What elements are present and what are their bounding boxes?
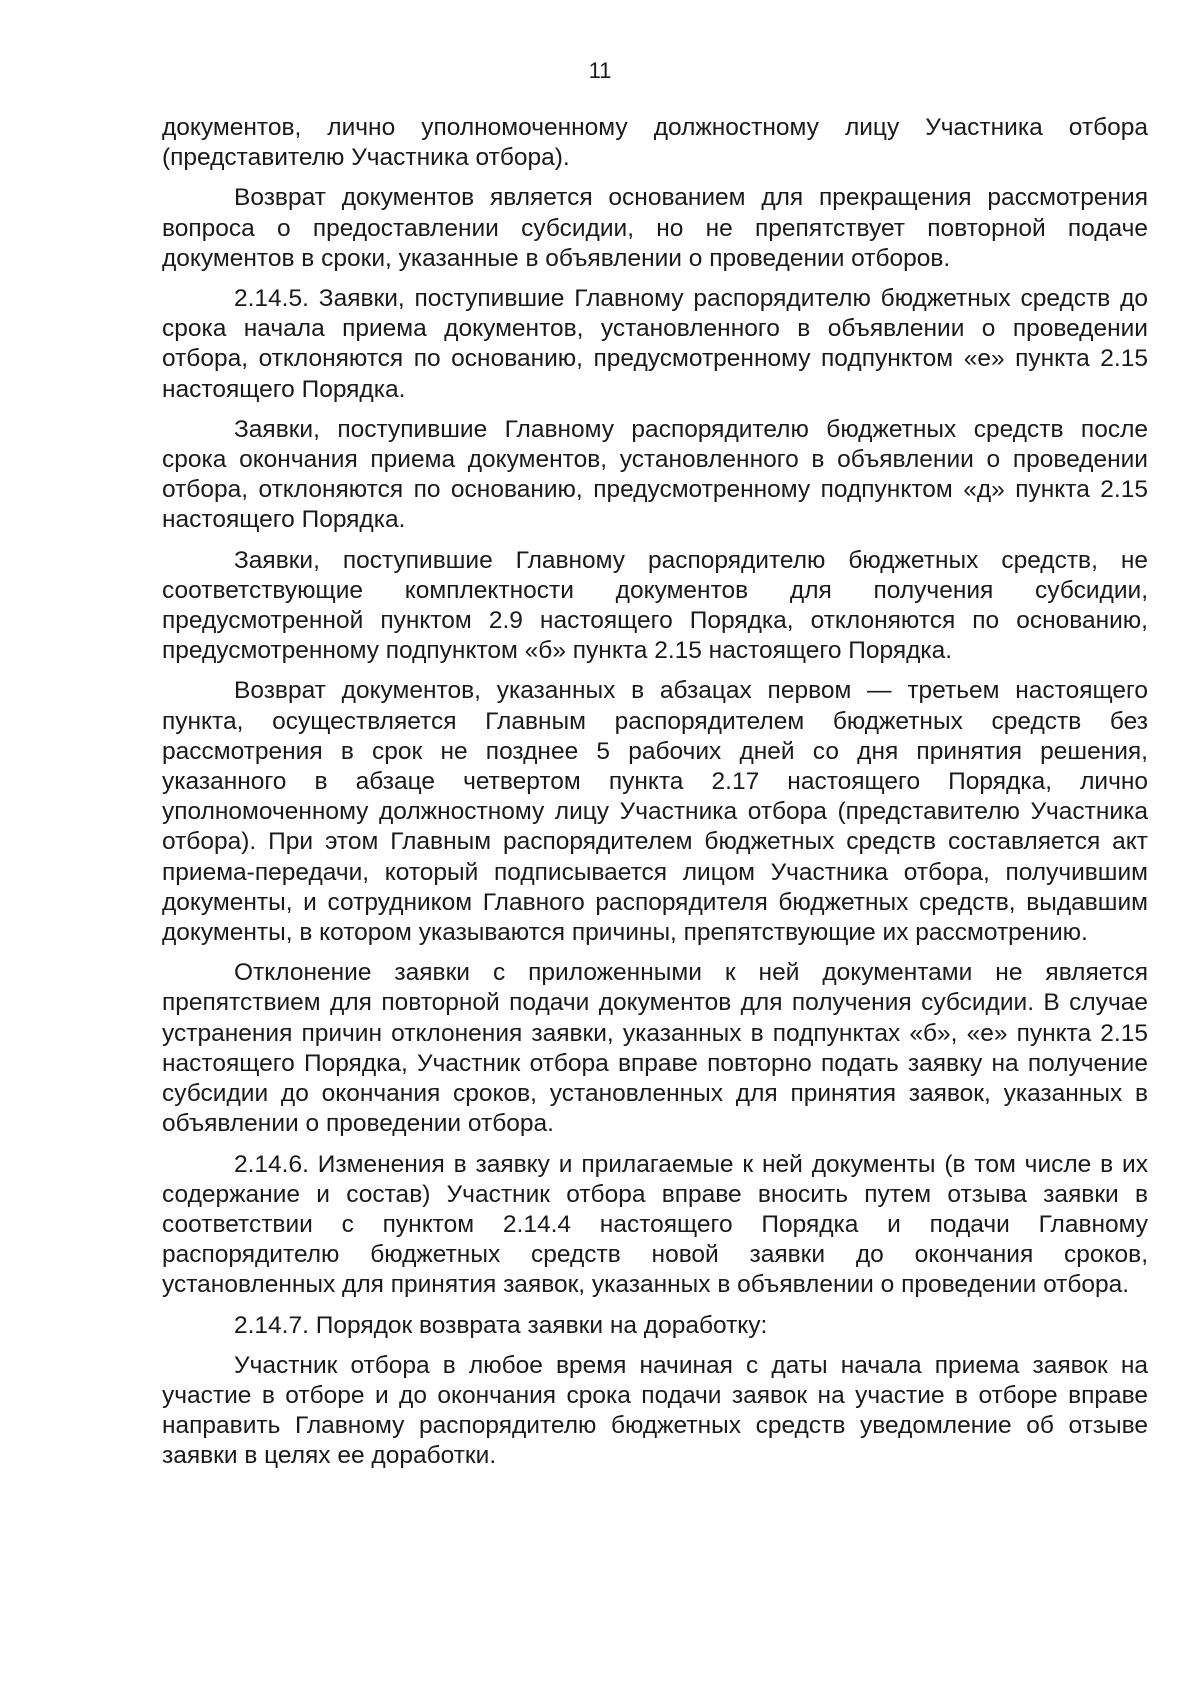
paragraph-2-14-6: 2.14.6. Изменения в заявку и прилагаемые к ней документы (в том числе в их содержание и состав) Участник отбора вправе вносить путем отзыва заявки в соответствии с пунктом 2.14.4 настоящего Порядка и подачи Главному распорядителю бюджетных средств новой заявки до окончания сроков, установленных для принятия заявок, указанных в объявлении о проведении отбора. <box>162 1150 1148 1299</box>
document-body <box>162 113 1148 1482</box>
paragraph-rejection-resubmission: Отклонение заявки с приложенными к ней документами не является препятствием для повторной подачи документов для получения субсидии. В случае устранения причин отклонения заявки, указанных в подпунктах «б», «е» пункта 2.15 настоящего Порядка, Участник отбора вправе повторно подать заявку на получение субсидии до окончания сроков, установленных для принятия заявок, указанных в объявлении о проведении отбора. <box>162 959 1148 1138</box>
paragraph-document-return: Возврат документов является основанием для прекращения рассмотрения вопроса о предоставлении субсидии, но не препятствует повторной подаче документов в сроки, указанные в объявлении о проведении отборов. <box>162 184 1148 272</box>
paragraph-late-applications: Заявки, поступившие Главному распорядителю бюджетных средств после срока окончания приема документов, установленного в объявлении о проведении отбора, отклоняются по основанию, предусмотренному подпунктом «д» пункта 2.15 настоящего Порядка. <box>162 415 1148 534</box>
paragraph-continuation: документов, лично уполномоченному должностному лицу Участника отбора (представителю Участника отбора). <box>162 114 1148 172</box>
page-number: 11 <box>588 58 612 83</box>
paragraph-withdrawal-notice: Участник отбора в любое время начиная с даты начала приема заявок на участие в отборе и до окончания срока подачи заявок на участие в отборе вправе направить Главному распорядителю бюджетных средств уведомление об отзыве заявки в целях ее доработки. <box>162 1351 1148 1470</box>
paragraph-return-procedure: Возврат документов, указанных в абзацах первом — третьем настоящего пункта, осуществляется Главным распорядителем бюджетных средств без рассмотрения в срок не позднее 5 рабочих дней со дня принятия решения, указанного в абзаце четвертом пункта 2.17 настоящего Порядка, лично уполномоченному должностному лицу Участника отбора (представителю Участника отбора). При этом Главным распорядителем бюджетных средств составляется акт приема-передачи, который подписывается лицом Участника отбора, получившим документы, и сотрудником Главного распорядителя бюджетных средств, выдавшим документы, в котором указываются причины, препятствующие их рассмотрению. <box>162 677 1148 947</box>
paragraph-2-14-7: 2.14.7. Порядок возврата заявки на доработку: <box>234 1311 768 1339</box>
paragraph-2-14-5: 2.14.5. Заявки, поступившие Главному распорядителю бюджетных средств до срока начала приема документов, установленного в объявлении о проведении отбора, отклоняются по основанию, предусмотренному подпунктом «е» пункта 2.15 настоящего Порядка. <box>162 285 1148 403</box>
paragraph-incomplete-applications: Заявки, поступившие Главному распорядителю бюджетных средств, не соответствующие комплектности документов для получения субсидии, предусмотренной пунктом 2.9 настоящего Порядка, отклоняются по основанию, предусмотренному подпунктом «б» пункта 2.15 настоящего Порядка. <box>162 546 1148 665</box>
